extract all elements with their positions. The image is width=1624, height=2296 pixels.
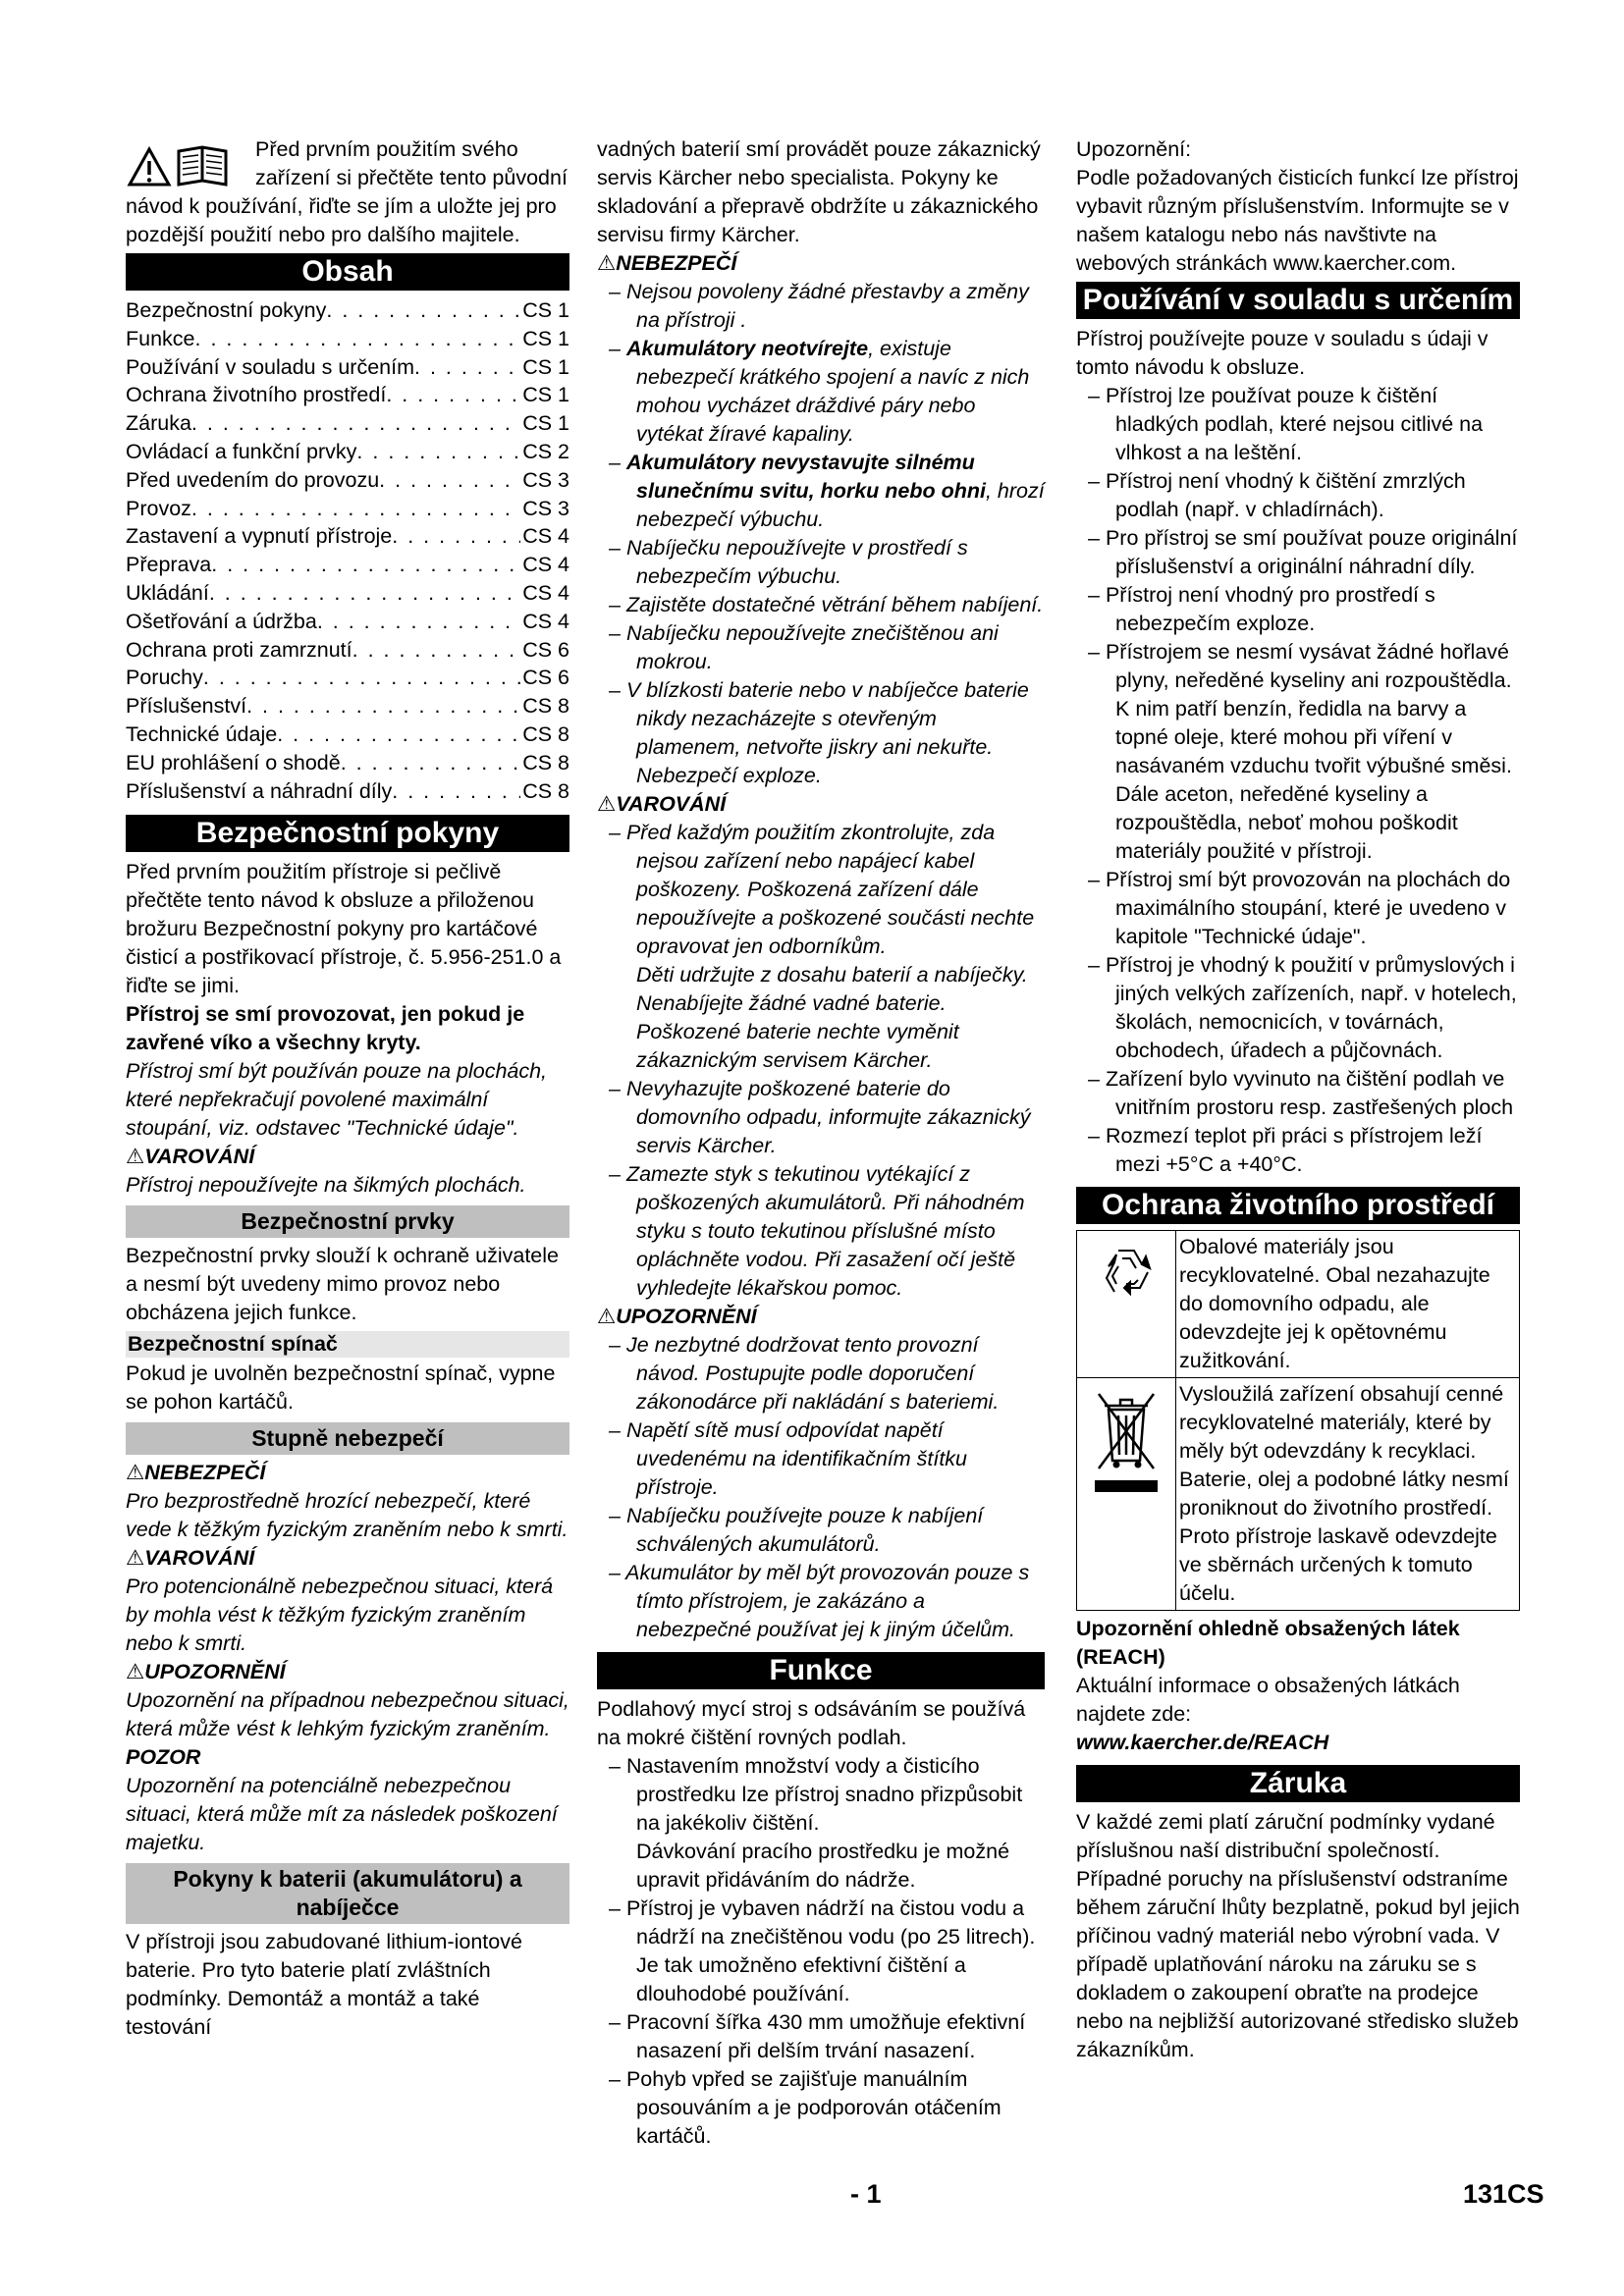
dash-marker: – — [609, 678, 626, 702]
toc-item-label: Provoz — [126, 496, 191, 520]
list-item — [597, 2008, 1045, 2065]
toc-item — [126, 664, 569, 692]
toc-item-page: CS 3 — [522, 496, 569, 520]
list-item-text: Přístroj lze používat pouze k čištění hladkých podlah, které nejsou citlivé na vlhkost a na leštění. — [1105, 384, 1484, 464]
note-text: Podle požadovaných čisticích funkcí lze přístroj vybavit různým příslušenstvím. Informujte se v našem katalogu nebo nás navštivte na webových stránkách www.kaercher.com. — [1076, 166, 1519, 275]
list-item-text: Rozmezí teplot při práci s přístrojem leží mezi +5°C a +40°C. — [1105, 1124, 1483, 1176]
dash-marker: – — [609, 1162, 626, 1186]
toc-item — [126, 551, 569, 579]
danger-heading: ⚠NEBEZPEČÍ — [126, 1461, 266, 1485]
dash-marker: – — [1088, 1067, 1106, 1091]
list-item — [597, 1160, 1045, 1303]
list-item-extra: Děti udržujte z dosahu baterií a nabíječky. Nenabíjejte žádné vadné baterie. Poškozené baterie nechte vyměnit zákaznickým servisem Kärcher. — [636, 963, 1028, 1072]
list-item-extra: Dávkování pracího prostředku je možné upravit přidáváním do nádrže. — [636, 1840, 1010, 1892]
toc-item-label: Používání v souladu s určením — [126, 354, 414, 379]
toc-leader — [191, 495, 520, 523]
list-item-text: Nabíječku nepoužívejte znečištěnou ani mokrou. — [625, 621, 999, 673]
dash-marker: – — [609, 593, 626, 616]
list-item — [1076, 1065, 1520, 1122]
warning-list — [597, 819, 1045, 1303]
toc-item — [126, 522, 569, 551]
warning-level-heading: ⚠VAROVÁNÍ — [126, 1546, 255, 1571]
toc-item-label: Záruka — [126, 411, 191, 436]
list-item-text: Zajistěte dostatečné větrání během nabíjení. — [625, 593, 1044, 616]
waste-cell — [1077, 1378, 1176, 1611]
list-item — [1076, 382, 1520, 467]
list-item — [597, 619, 1045, 676]
toc-item-label: Ochrana proti zamrznutí — [126, 637, 352, 662]
toc-item-page: CS 1 — [522, 298, 569, 322]
list-item-text: Pro přístroj se smí používat pouze originální příslušenství a originální náhradní díly. — [1105, 526, 1518, 578]
dash-marker: – — [609, 1504, 626, 1527]
dash-marker: – — [609, 1896, 626, 1920]
dash-marker: – — [609, 1561, 626, 1584]
dash-marker: – — [1088, 640, 1106, 664]
danger-text: Pro bezprostředně hrozící nebezpečí, které vede k těžkým fyzickým zraněním nebo k smrti. — [126, 1489, 568, 1542]
intro-text: Před prvním použitím svého zařízení si přečtěte tento původní návod k používání, řiďte se jím a uložte jej pro pozdější použití nebo pro dalšího majitele. — [126, 137, 568, 246]
warning-triangle-icon: ⚠ — [126, 1461, 145, 1485]
dash-marker: – — [609, 451, 626, 474]
dash-marker: – — [609, 2010, 626, 2034]
dash-marker: – — [609, 821, 626, 844]
battery-text-continued: vadných baterií smí provádět pouze zákaznický servis Kärcher nebo specialista. Pokyny ke skladování a přepravě obdržíte u zákaznického servisu firmy Kärcher. — [597, 137, 1041, 246]
list-item — [597, 591, 1045, 619]
list-item-text: Pohyb vpřed se zajišťuje manuálním posouváním a je podporován otáčením kartáčů. — [625, 2067, 1001, 2148]
recycle-cell — [1077, 1231, 1176, 1378]
list-item — [1076, 524, 1520, 581]
toc-leader — [326, 296, 520, 325]
warning-triangle-icon: ⚠ — [126, 1660, 145, 1684]
dash-marker: – — [609, 1077, 626, 1100]
dash-marker: – — [609, 1333, 626, 1357]
toc-item-page: CS 8 — [522, 721, 569, 746]
toc-leader — [277, 721, 520, 749]
toc-item — [126, 438, 569, 466]
list-item-text: Přístroj smí být provozován na plochách do maximálního stoupání, které je uvedeno v kapitole "Technické údaje". — [1105, 868, 1511, 948]
crossed-bin-icon — [1087, 1380, 1165, 1498]
dash-marker: – — [1088, 469, 1106, 493]
toc-item-page: CS 1 — [522, 383, 569, 407]
toc-leader — [392, 522, 520, 551]
toc-item — [126, 749, 569, 777]
dash-marker: – — [1088, 384, 1106, 407]
danger-heading-2: ⚠NEBEZPEČÍ — [597, 251, 737, 275]
page-code: 131CS — [1463, 2179, 1544, 2209]
battery-title: Pokyny k baterii (akumulátoru) a nabíječce — [126, 1863, 569, 1924]
toc-item-page: CS 6 — [522, 666, 569, 690]
warranty-title: Záruka — [1076, 1765, 1520, 1802]
warning-triangle-icon: ⚠ — [126, 1145, 145, 1169]
toc-leader — [246, 692, 520, 721]
safety-switch-title: Bezpečnostní spínač — [126, 1331, 569, 1358]
toc-leader — [379, 466, 520, 495]
toc-item-page: CS 4 — [522, 580, 569, 605]
dash-marker: – — [1088, 1124, 1106, 1148]
list-item-text: Nabíječku nepoužívejte v prostředí s nebezpečím výbuchu. — [625, 536, 968, 588]
environment-table — [1076, 1230, 1520, 1611]
toc-item — [126, 495, 569, 523]
toc-item-page: CS 2 — [522, 439, 569, 463]
dash-marker: – — [1088, 953, 1106, 977]
toc-item-label: Před uvedením do provozu — [126, 467, 380, 492]
warning-heading-2: ⚠VAROVÁNÍ — [597, 792, 727, 816]
list-item-text: Je nezbytné dodržovat tento provozní návod. Postupujte podle doporučení zákonodárce při nakládání s bateriemi. — [625, 1333, 1000, 1414]
dash-marker: – — [609, 2067, 626, 2091]
dash-marker: – — [609, 1754, 626, 1778]
toc-item-label: EU prohlášení o shodě — [126, 750, 341, 774]
safety-p3: Přístroj smí být používán pouze na plochách, které nepřekračují povolené maximální stoupání, viz. odstavec "Technické údaje". — [126, 1059, 548, 1141]
toc-item-page: CS 1 — [522, 326, 569, 350]
attention-text: Upozornění na potenciálně nebezpečnou situaci, která může mít za následek poškození majetku. — [126, 1774, 558, 1855]
safety-switch-text: Pokud je uvolněn bezpečnostní spínač, vypne se pohon kartáčů. — [126, 1362, 556, 1415]
dash-marker: – — [1088, 526, 1106, 550]
toc-item-label: Příslušenství — [126, 694, 247, 719]
list-item-text: Přístroj je vhodný k použití v průmyslových i jiných velkých zařízeních, např. v hotelech, školách, nemocnicích, v továrnách, obchodech, úřadech a půjčovnách. — [1105, 953, 1517, 1062]
list-item-bold: Akumulátory neotvírejte — [625, 337, 869, 360]
intended-use-text: Přístroj používejte pouze v souladu s údaji v tomto návodu k obsluze. — [1076, 327, 1489, 379]
function-title: Funkce — [597, 1652, 1045, 1689]
toc-item-page: CS 6 — [522, 637, 569, 662]
list-item — [597, 2065, 1045, 2151]
toc-item — [126, 381, 569, 409]
toc-item — [126, 466, 569, 495]
warning-level-text: Pro potencionálně nebezpečnou situaci, která by mohla vést k těžkým fyzickým zraněním nebo k smrti. — [126, 1575, 554, 1656]
danger-list — [597, 278, 1045, 790]
toc-item-label: Ošetřování a údržba — [126, 609, 317, 633]
list-item-text: Přístroj není vhodný pro prostředí s nebezpečím exploze. — [1105, 583, 1435, 635]
toc-leader — [203, 664, 520, 692]
list-item-text: Nastavením množství vody a čisticího prostředku lze přístroj snadno přizpůsobit na jakékoliv čištění. — [625, 1754, 1023, 1835]
toc-leader — [195, 325, 521, 353]
toc-leader — [211, 551, 520, 579]
toc-item-label: Příslušenství a náhradní díly — [126, 778, 393, 803]
dash-marker: – — [609, 1418, 626, 1442]
list-item — [1076, 951, 1520, 1065]
toc-item — [126, 409, 569, 438]
list-item-text: Přístrojem se nesmí vysávat žádné hořlavé plyny, neředěné kyseliny ani rozpouštědla. — [1105, 640, 1512, 692]
toc-item — [126, 353, 569, 382]
toc-item — [126, 777, 569, 806]
attention-heading: POZOR — [126, 1745, 201, 1770]
safety-p1: Před prvním použitím přístroje si pečlivě přečtěte tento návod k obsluze a přiloženou brožuru Bezpečnostní pokyny pro kartáčové čisticí a postřikovací přístroje, č. 5.956-251.0 a řiďte se jimi. — [126, 860, 562, 998]
toc-leader — [341, 749, 520, 777]
column-left — [126, 135, 569, 2042]
list-item — [597, 335, 1045, 449]
toc-item-page: CS 8 — [522, 778, 569, 803]
toc-item-label: Přeprava — [126, 553, 212, 577]
list-item-text: Nevyhazujte poškozené baterie do domovního odpadu, informujte zákaznický servis Kärcher. — [625, 1077, 1031, 1157]
intended-use-list — [1076, 382, 1520, 1179]
toc-leader — [356, 438, 520, 466]
warning-triangle-icon: ⚠ — [126, 1546, 145, 1571]
toc-item-label: Ochrana životního prostředí — [126, 383, 387, 407]
recycling-icon — [1087, 1233, 1165, 1321]
toc-item-label: Bezpečnostní pokyny — [126, 298, 327, 322]
warranty-text: V každé zemi platí záruční podmínky vydané příslušnou naší distribuční společností. Případné poruchy na příslušenství odstraníme během záruční lhůty bezplatně, pokud byl jejich příčinou vadný materiál nebo výrobní vada. V případě uplatňování nároku na záruku se s dokladem o zakoupení obraťte na prodejce nebo na nejbližší autorizované středisko služeb zákazníkům. — [1076, 1810, 1520, 2061]
toc-item-page: CS 8 — [522, 750, 569, 774]
list-item-text: Před každým použitím zkontrolujte, zda nejsou zařízení nebo napájecí kabel poškozeny. Poškozená zařízení dále nepoužívejte a poškozené součásti nechte opravovat jen odborníkům. — [625, 821, 1035, 958]
list-item-bold: Akumulátory nevystavujte silnému slunečnímu svitu, horku nebo ohni — [625, 451, 986, 503]
warning-triangle-icon: ⚠ — [597, 792, 617, 816]
list-item-text: Akumulátor by měl být provozován pouze s tímto přístrojem, je zakázáno a nebezpečné používat jej k jiným účelům. — [625, 1561, 1030, 1641]
list-item — [597, 1502, 1045, 1559]
toc-item-label: Poruchy — [126, 666, 203, 690]
intro — [126, 135, 569, 249]
list-item — [1076, 467, 1520, 524]
list-item-text: , existuje nebezpečí krátkého spojení a navíc z nich mohou vycházet dráždivé páry nebo vytékat žíravé kapaliny. — [636, 337, 1030, 446]
toc-item-page: CS 1 — [522, 354, 569, 379]
safety-devices-text: Bezpečnostní prvky slouží k ochraně uživatele a nesmí být uvedeny mimo provoz nebo obcházena jejich funkce. — [126, 1244, 559, 1325]
list-item — [597, 1752, 1045, 1838]
toc-item-page: CS 1 — [522, 411, 569, 436]
note-label: Upozornění: — [1076, 137, 1192, 161]
reach-link[interactable]: www.kaercher.de/REACH — [1076, 1731, 1329, 1754]
list-item-text: V blízkosti baterie nebo v nabíječce baterie nikdy nezacházejte s otevřeným plamenem, netvořte jiskry ani nekuřte. Nebezpečí exploze. — [625, 678, 1029, 787]
dash-marker: – — [1088, 583, 1106, 607]
warning-text: Přístroj nepoužívejte na šikmých plochách. — [126, 1173, 526, 1198]
toc-item — [126, 721, 569, 749]
toc-item-page: CS 4 — [522, 553, 569, 577]
list-item — [597, 1416, 1045, 1502]
dash-marker: – — [609, 621, 626, 645]
toc-item-label: Zastavení a vypnutí přístroje — [126, 524, 393, 549]
list-item-text: Nabíječku používejte pouze k nabíjení schválených akumulátorů. — [625, 1504, 984, 1556]
list-item — [597, 1331, 1045, 1416]
warning-manual-icon — [126, 135, 247, 190]
toc-item-page: CS 4 — [522, 609, 569, 633]
toc-item-label: Ovládací a funkční prvky — [126, 439, 357, 463]
toc-title: Obsah — [126, 253, 569, 291]
list-item-extra: K nim patří benzín, ředidla na barvy a topné oleje, které mohou při víření v nasávaném vzduchu tvořit výbušné směsi. Dále aceton, neředěné kyseliny a rozpouštědla, neboť mohou poškodit materiály použité v přístroji. — [1115, 697, 1512, 863]
toc-item — [126, 636, 569, 665]
column-right — [1076, 135, 1520, 2064]
intro-icons — [126, 135, 247, 190]
hazard-levels-title: Stupně nebezpečí — [126, 1422, 569, 1455]
toc-item — [126, 296, 569, 325]
dash-marker: – — [609, 536, 626, 560]
list-item — [597, 1895, 1045, 2008]
reach-text: Aktuální informace o obsažených látkách najdete zde: — [1076, 1674, 1460, 1726]
toc-item-label: Funkce — [126, 326, 195, 350]
list-item — [597, 1075, 1045, 1160]
list-item — [1076, 638, 1520, 695]
list-item — [1076, 581, 1520, 638]
caution-heading-2: ⚠UPOZORNĚNÍ — [597, 1305, 757, 1328]
reach-title: Upozornění ohledně obsažených látek (REACH) — [1076, 1617, 1460, 1669]
list-item-text: Nejsou povoleny žádné přestavby a změny na přístroji . — [625, 280, 1029, 332]
toc-item-page: CS 3 — [522, 467, 569, 492]
function-list — [597, 1752, 1045, 2151]
list-item — [597, 676, 1045, 790]
list-item-text: Přístroj je vybaven nádrží na čistou vodu a nádrží na znečištěnou vodu (po 25 litrech). Je tak umožněno efektivní čištění a dlouhodobé používání. — [625, 1896, 1036, 2005]
toc-item-label: Ukládání — [126, 580, 209, 605]
dash-marker: – — [609, 337, 626, 360]
list-item-text: Pracovní šířka 430 mm umožňuje efektivní nasazení při delším trvání nasazení. — [625, 2010, 1026, 2062]
list-item-text: Zařízení bylo vyvinuto na čištění podlah ve vnitřním prostoru resp. zastřešených ploch — [1105, 1067, 1514, 1119]
toc-leader — [317, 608, 520, 636]
toc-item-page: CS 4 — [522, 524, 569, 549]
caution-text: Upozornění na případnou nebezpečnou situaci, která může vést k lehkým fyzickým zraněním. — [126, 1688, 569, 1741]
warning-triangle-icon: ⚠ — [597, 1305, 617, 1328]
toc-item — [126, 579, 569, 608]
list-item — [597, 819, 1045, 961]
toc-item — [126, 608, 569, 636]
safety-devices-title: Bezpečnostní prvky — [126, 1205, 569, 1238]
list-item-text: Napětí sítě musí odpovídat napětí uvedenému na identifikačním štítku přístroje. — [625, 1418, 968, 1499]
list-item — [597, 449, 1045, 534]
safety-title: Bezpečnostní pokyny — [126, 815, 569, 852]
warning-heading: ⚠VAROVÁNÍ — [126, 1145, 255, 1169]
dash-marker: – — [1088, 868, 1106, 891]
warning-triangle-icon: ⚠ — [597, 251, 617, 275]
caution-list — [597, 1331, 1045, 1644]
list-item-text: Přístroj není vhodný k čištění zmrzlých podlah (např. v chladírnách). — [1105, 469, 1466, 521]
list-item — [1076, 866, 1520, 951]
toc-leader — [191, 409, 520, 438]
list-item — [1076, 1122, 1520, 1179]
toc-item-label: Technické údaje — [126, 721, 278, 746]
toc-leader — [352, 636, 521, 665]
toc-list — [126, 296, 569, 805]
toc-leader — [392, 777, 520, 806]
list-item — [597, 1559, 1045, 1644]
toc-leader — [209, 579, 520, 608]
battery-text: V přístroji jsou zabudované lithium-iontové baterie. Pro tyto baterie platí zvláštních podmínky. Demontáž a montáž a také testování — [126, 1930, 522, 2040]
environment-title: Ochrana životního prostředí — [1076, 1187, 1520, 1224]
toc-item — [126, 325, 569, 353]
caution-heading: ⚠UPOZORNĚNÍ — [126, 1660, 286, 1684]
list-item-text: Zamezte styk s tekutinou vytékající z poškozených akumulátorů. Při náhodném styku s touto tekutinou příslušné místo opláchněte vodou. Při zasažení očí ještě vyhledejte lékařskou pomoc. — [625, 1162, 1025, 1300]
list-item-text: , hrozí nebezpečí výbuchu. — [636, 479, 1045, 531]
function-text: Podlahový mycí stroj s odsáváním se používá na mokré čištění rovných podlah. — [597, 1697, 1026, 1749]
toc-item-page: CS 8 — [522, 694, 569, 719]
page-number: - 1 — [850, 2179, 882, 2209]
intended-use-title: Používání v souladu s určením — [1076, 282, 1520, 319]
recycle-text: Obalové materiály jsou recyklovatelné. Obal nezahazujte do domovního odpadu, ale odevzdejte jej k opětovnému zužitkování. — [1176, 1231, 1520, 1378]
waste-text: Vysloužilá zařízení obsahují cenné recyklovatelné materiály, které by měly být odevzdány k recyklaci. Baterie, olej a podobné látky nesmí proniknout do životního prostředí. Proto přístroje laskavě odevzdejte ve sběrnách určených k tomuto účelu. — [1176, 1378, 1520, 1611]
toc-leader — [414, 353, 520, 382]
toc-leader — [386, 381, 520, 409]
list-item — [597, 278, 1045, 335]
safety-p2: Přístroj se smí provozovat, jen pokud je zavřené víko a všechny kryty. — [126, 1002, 525, 1055]
dash-marker: – — [609, 280, 626, 303]
column-middle — [597, 135, 1045, 2151]
list-item — [597, 534, 1045, 591]
toc-item — [126, 692, 569, 721]
